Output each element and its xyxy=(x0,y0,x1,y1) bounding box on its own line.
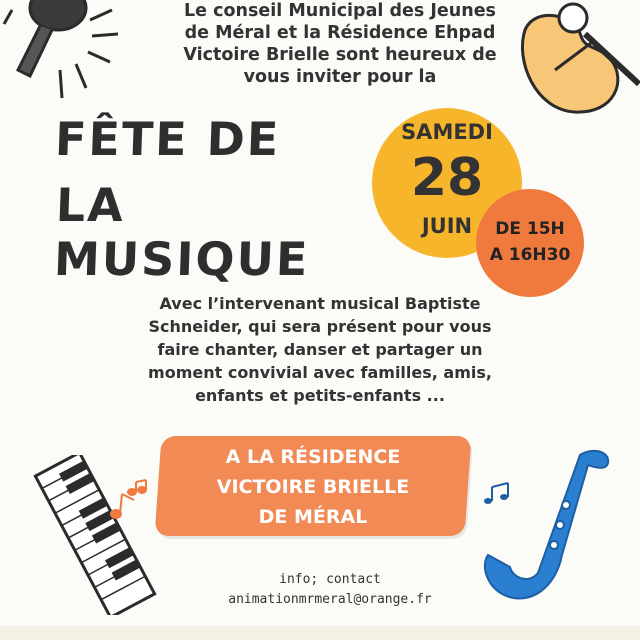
microphone-icon xyxy=(0,0,130,110)
saxophone-icon xyxy=(470,445,620,620)
contact-info xyxy=(190,570,470,610)
date-day: SAMEDI xyxy=(401,120,493,144)
music-note-icon xyxy=(108,478,154,524)
description-line: moment convivial avec familles, amis, xyxy=(148,363,492,382)
venue-line: VICTOIRE BRIELLE xyxy=(216,476,410,498)
guitar-icon xyxy=(515,0,640,120)
description-line: faire chanter, danser et partager un xyxy=(157,340,483,359)
event-title-line-1: FÊTE DE xyxy=(54,112,282,166)
contact-label: info; contact xyxy=(279,572,381,587)
venue-line: DE MÉRAL xyxy=(258,506,368,528)
description-line: Avec l’intervenant musical Baptiste xyxy=(159,294,481,313)
description-line: enfants et petits-enfants ... xyxy=(195,386,445,405)
intro-line: Victoire Brielle sont heureux de xyxy=(183,45,497,65)
bottom-edge xyxy=(0,626,640,640)
intro-line: Le conseil Municipal des Jeunes xyxy=(184,1,496,21)
date-month: JUIN xyxy=(421,214,473,238)
time-start: DE 15H xyxy=(495,219,565,239)
time-badge xyxy=(476,189,584,297)
date-number: 28 xyxy=(410,148,484,208)
intro-line: de Méral et la Résidence Ehpad xyxy=(184,23,496,43)
venue-line: A LA RÉSIDENCE xyxy=(225,446,401,468)
intro-line: vous inviter pour la xyxy=(243,67,437,87)
event-description xyxy=(120,292,520,407)
event-title-line-2: LA MUSIQUE xyxy=(53,178,311,286)
venue-text xyxy=(158,442,468,532)
description-line: Schneider, qui sera présent pour vous xyxy=(148,317,492,336)
invitation-intro xyxy=(150,0,530,88)
time-end: A 16H30 xyxy=(489,245,571,265)
contact-email[interactable]: animationmrmeral@orange.fr xyxy=(228,592,432,607)
